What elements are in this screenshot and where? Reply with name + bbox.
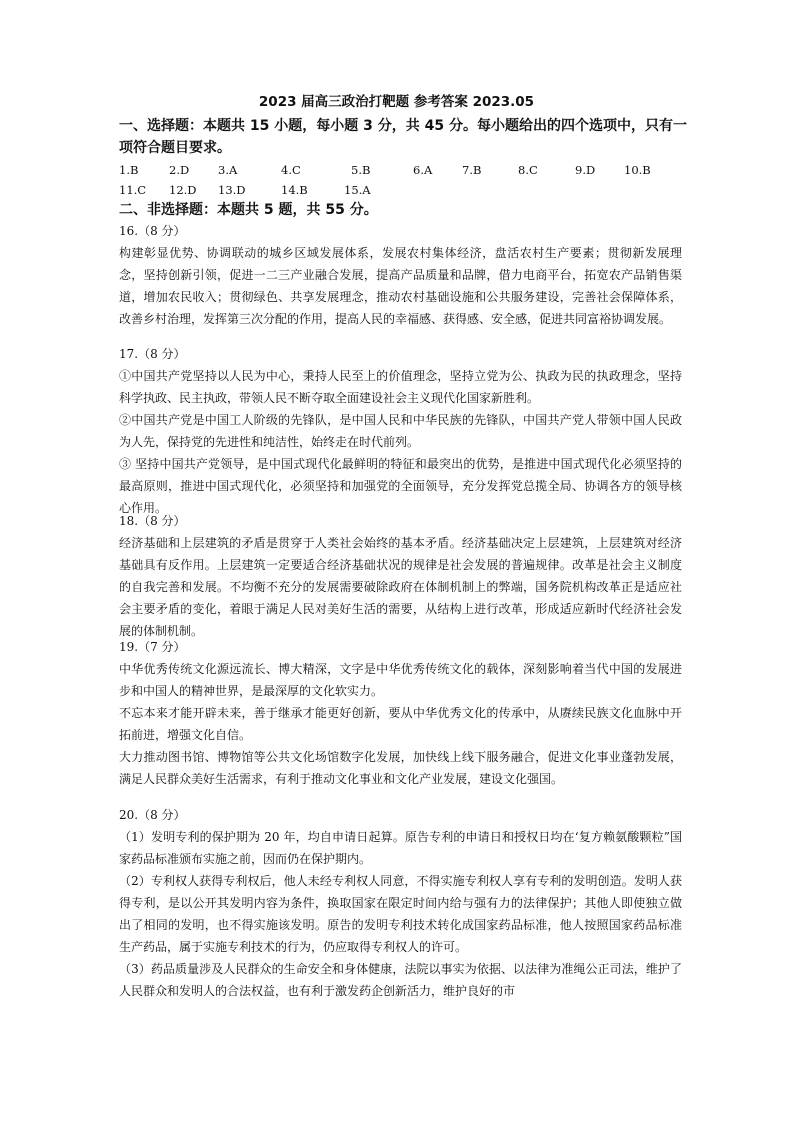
q18-label: 18.（8 分） — [119, 514, 186, 528]
q19-point-1: 中华优秀传统文化源远流长、博大精深，文字是中华优秀传统文化的载体，深刻影响着当代中国的发展进步和中国人的精神世界，是最深厚的文化软实力。 — [119, 662, 682, 698]
answer-7: 7.B — [462, 163, 482, 177]
answer-12: 12.D — [169, 183, 197, 197]
q17-label: 17.（8 分） — [119, 347, 186, 361]
answers-row-2 — [119, 180, 699, 200]
q19-point-2: 不忘本来才能开辟未来，善于继承才能更好创新，要从中华优秀文化的传承中，从赓续民族文化血脉中开拓前进，增强文化自信。 — [119, 706, 682, 742]
answer-13: 13.D — [218, 183, 246, 197]
question-17 — [119, 343, 682, 519]
q16-answer: 构建彰显优势、协调联动的城乡区域发展体系，发展农村集体经济，盘活农村生产要素；贯彻新发展理念，坚持创新引领，促进一二三产业融合发展，提高产品质量和品牌，借力电商平台，拓宽农产品销售渠道，增加农民收入；贯彻绿色、共享发展理念，推动农村基础设施和公共服务建设，完善社会保障体系，改善乡村治理，发挥第三次分配的作用，提高人民的幸福感、获得感、安全感，促进共同富裕协调发展。 — [119, 246, 682, 326]
answer-11: 11.C — [119, 183, 147, 197]
question-20 — [119, 804, 682, 1002]
answer-9: 9.D — [575, 163, 596, 177]
answer-15: 15.A — [344, 183, 371, 197]
q19-point-3: 大力推动图书馆、博物馆等公共文化场馆数字化发展，加快线上线下服务融合，促进文化事业蓬勃发展，满足人民群众美好生活需求，有利于推动文化事业和文化产业发展，建设文化强国。 — [119, 750, 682, 786]
answer-8: 8.C — [518, 163, 538, 177]
q20-point-2: （2）专利权人获得专利权后，他人未经专利权人同意，不得实施专利权人享有专利的发明创造。发明人获得专利，是以公开其发明内容为条件，换取国家在限定时间内给与强有力的法律保护；其他人即使独立做出了相同的发明，也不得实施该发明。原告的发明专利技术转化成国家药品标准，他人按照国家药品标准生产药品，属于实施专利技术的行为，仍应取得专利权人的许可。 — [119, 874, 682, 954]
answer-6: 6.A — [413, 163, 433, 177]
question-19 — [119, 636, 682, 790]
q20-label: 20.（8 分） — [119, 808, 186, 822]
q16-label: 16.（8 分） — [119, 224, 186, 238]
q17-point-2: ②中国共产党是中国工人阶级的先锋队，是中国人民和中华民族的先锋队，中国共产党人带领中国人民政为人先，保持党的先进性和纯洁性，始终走在时代前列。 — [119, 413, 682, 449]
section1-heading: 一、选择题：本题共 15 小题，每小题 3 分，共 45 分。每小题给出的四个选项中，只有一项符合题目要求。 — [119, 118, 687, 156]
q18-answer: 经济基础和上层建筑的矛盾是贯穿于人类社会始终的基本矛盾。经济基础决定上层建筑，上层建筑对经济基础具有反作用。上层建筑一定要适合经济基础状况的规律是社会发展的普遍规律。改革是社会主义制度的自我完善和发展。不均衡不充分的发展需要破除政府在体制机制上的弊端，国务院机构改革正是适应社会主要矛盾的变化，着眼于满足人民对美好生活的需要，从结构上进行改革，形成适应新时代经济社会发展的体制机制。 — [119, 536, 682, 638]
q20-point-3: （3）药品质量涉及人民群众的生命安全和身体健康，法院以事实为依据、以法律为准绳公正司法，维护了人民群众和发明人的合法权益，也有利于激发药企创新活力，维护良好的市 — [119, 962, 682, 998]
q17-point-3: ③ 坚持中国共产党领导，是中国式现代化最鲜明的特征和最突出的优势，是推进中国式现代化必须坚持的最高原则，推进中国式现代化，必须坚持和加强党的全面领导，充分发挥党总揽全局、协调各方的领导核心作用。 — [119, 457, 682, 515]
answer-5: 5.B — [351, 163, 371, 177]
answer-3: 3.A — [218, 163, 238, 177]
q20-point-1: （1）发明专利的保护期为 20 年，均自申请日起算。原告专利的申请日和授权日均在‘复方赖氨酸颗粒”国家药品标准颁布实施之前，因而仍在保护期内。 — [119, 830, 682, 866]
answer-10: 10.B — [624, 163, 651, 177]
answer-4: 4.C — [281, 163, 301, 177]
page-title: 2023 届高三政治打靶题 参考答案 2023.05 — [258, 94, 535, 110]
q19-label: 19.（7 分） — [119, 640, 186, 654]
section2-heading: 二、非选择题：本题共 5 题，共 55 分。 — [119, 202, 378, 218]
answer-1: 1.B — [119, 163, 139, 177]
answer-14: 14.B — [281, 183, 308, 197]
question-18 — [119, 510, 682, 642]
answers-row-1 — [119, 160, 699, 180]
question-16 — [119, 220, 682, 330]
q17-point-1: ①中国共产党坚持以人民为中心，秉持人民至上的价值理念，坚持立党为公、执政为民的执政理念，坚持科学执政、民主执政，带领人民不断夺取全面建设社会主义现代化国家新胜利。 — [119, 369, 682, 405]
answer-2: 2.D — [169, 163, 190, 177]
